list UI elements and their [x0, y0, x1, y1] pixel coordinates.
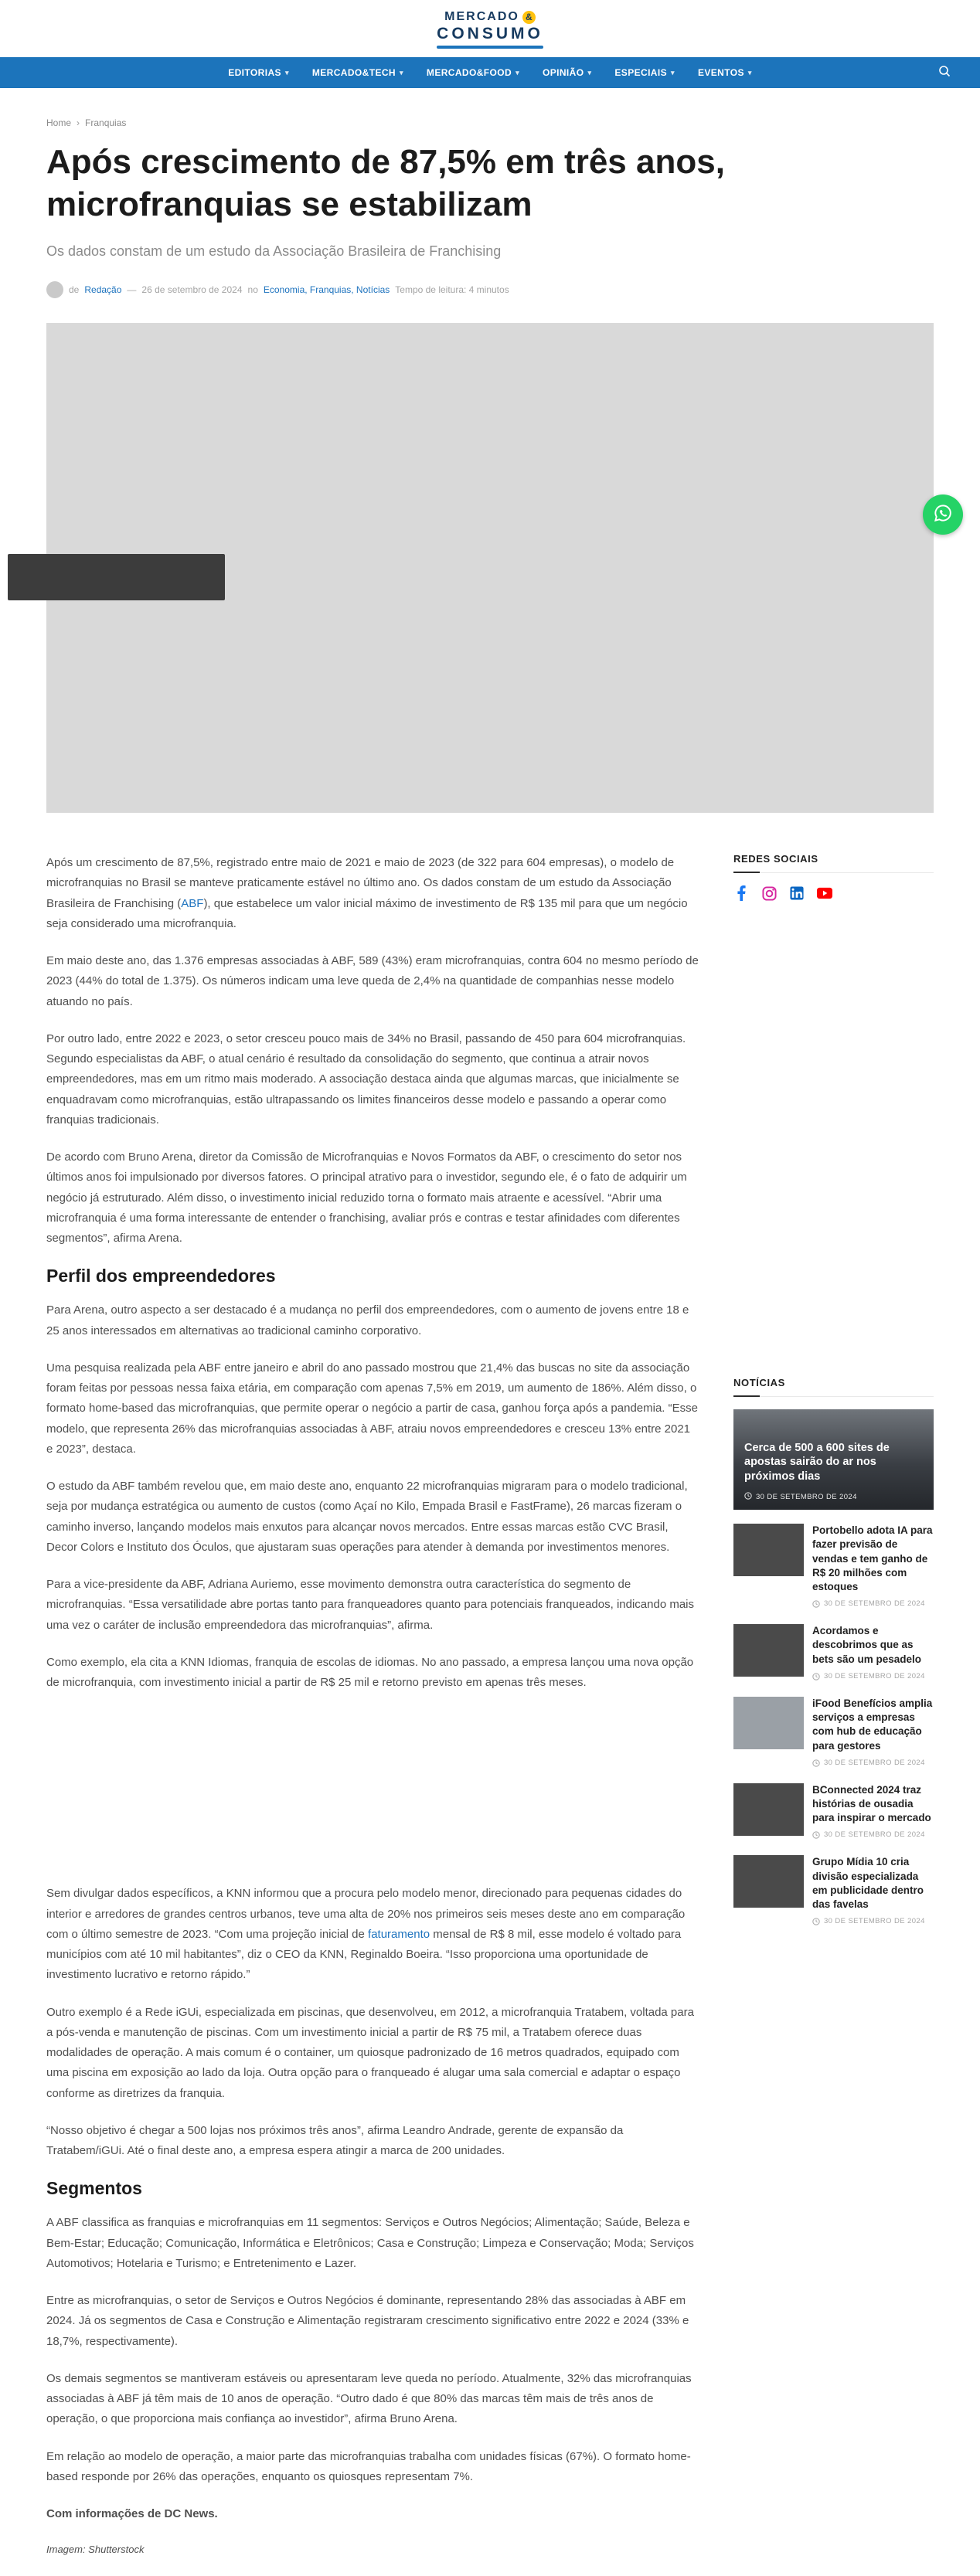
news-item-title: Grupo Mídia 10 cria divisão especializada em publicidade dentro das favelas [812, 1856, 924, 1911]
news-widget-title: NOTÍCIAS [733, 1377, 934, 1397]
nav-item-mercadotech[interactable] [312, 67, 403, 78]
news-item-date [812, 1759, 934, 1769]
article-paragraph: Os demais segmentos se mantiveram estáveis ou apresentaram leve queda no período. Atualmente, 32% das microfranquias associadas à ABF já têm mais de 10 anos de operação. “Outro dado é que 80% das marcas têm mais de três anos de operação, o que proporciona mais confiança ao investidor”, afirma Bruno Arena. [46, 2371, 692, 2426]
news-widget [733, 1377, 934, 1928]
chevron-down-icon: ▾ [747, 68, 752, 76]
author-avatar [46, 281, 63, 298]
section-heading-perfil: Perfil dos empreendedores [46, 1266, 276, 1286]
news-item-date [812, 1599, 934, 1610]
article-paragraph: “Nosso objetivo é chegar a 500 lojas nos próximos três anos”, afirma Leandro Andrade, gerente de expansão da Tratabem/iGUi. Até o final deste ano, a empresa espera atingir a marca de 200 unidades. [46, 2123, 624, 2158]
breadcrumb-home-link[interactable]: Home [46, 117, 72, 128]
news-list-item[interactable] [733, 1783, 934, 1842]
news-item-date [812, 1917, 934, 1928]
article-paragraph: Em relação ao modelo de operação, a maior parte das microfranquias trabalha com unidades físicas (67%). O formato home-based responde por 26% das operações, enquanto os quiosques representam 7%. [46, 2449, 691, 2483]
logo-line1 [444, 10, 536, 24]
byline-prefix: de [69, 284, 80, 296]
author-link[interactable]: Redação [84, 284, 122, 296]
article-paragraph: Outro exemplo é a Rede iGUi, especializada em piscinas, que desenvolveu, em 2012, a microfranquia Tratabem, voltada para a pós-venda e manutenção de piscinas. Com um investimento inicial a partir de R$ 75 mil, a Tratabem oferece duas modalidades de operação. A mais comum é o container, um quiosque padronizado de 16 metros quadrados, equipado com uma piscina em exposição ao lado da loja. Outra opção para o franqueado é alugar uma sala comercial e adaptar o espaço conforme as diretrizes da franquia. [46, 2005, 694, 2100]
date-text: 30 DE SETEMBRO DE 2024 [824, 1671, 925, 1681]
chevron-down-icon: ▾ [516, 68, 519, 76]
whatsapp-icon [932, 502, 954, 528]
inline-ad-space [46, 1710, 699, 1884]
sidebar-ad-space [733, 915, 934, 1377]
section-heading-segmentos: Segmentos [46, 2178, 142, 2199]
clock-icon [812, 1759, 820, 1769]
news-thumbnail [733, 1697, 804, 1749]
featured-news-date [744, 1491, 923, 1502]
breadcrumb [46, 117, 934, 128]
chevron-down-icon: ▾ [400, 68, 403, 76]
sidebar [733, 853, 934, 1942]
article-paragraph: Como exemplo, ela cita a KNN Idiomas, franquia de escolas de idiomas. No ano passado, a empresa lançou uma nova opção de microfranquia, com investimento inicial a partir de R$ 25 mil e retorno previsto em apenas três meses. [46, 1655, 694, 1690]
linkedin-icon[interactable] [789, 885, 805, 901]
chevron-down-icon: ▾ [284, 68, 289, 76]
post-date: 26 de setembro de 2024 [141, 284, 243, 296]
nav-item-label: ESPECIAIS [614, 67, 668, 78]
paragraph-text: Após um crescimento de 87,5%, registrado entre maio de 2021 e maio de 2023 (de 322 para 604 empresas), o modelo de microfranquias no Brasil se manteve praticamente estável no último ano. Os dados constam de um estudo da Associação Brasileira de Franchising ( [46, 856, 675, 910]
nav-item-label: EVENTOS [697, 67, 744, 78]
news-item-title: BConnected 2024 traz histórias de ousadia para inspirar o mercado [812, 1783, 931, 1824]
nav-item-eventos[interactable] [698, 67, 752, 78]
article-paragraph [46, 1884, 699, 1985]
reading-time: Tempo de leitura: 4 minutos [395, 284, 509, 296]
article-paragraph: Por outro lado, entre 2022 e 2023, o setor cresceu pouco mais de 34% no Brasil, passando de 450 para 604 microfranquias. Segundo especialistas da ABF, o atual cenário é resultado da consolidação do segmento, que continua a atrair novos empreendedores, mas em um ritmo mais moderado. A associação destaca ainda que algumas marcas, que inicialmente se enquadravam como microfranquias, estão ultrapassando os limites financeiros desse modelo e passando a operar como franquias tradicionais. [46, 1031, 686, 1127]
article-paragraph: Para a vice-presidente da ABF, Adriana Auriemo, esse movimento demonstra outra característica do segmento de microfranquias. “Essa versatilidade abre portas tanto para franqueadores quanto para potenciais franqueados, indicando mais uma vez o caráter de inclusão empreendedora das microfranquias”, afirma. [46, 1578, 695, 1632]
news-list-item[interactable] [733, 1855, 934, 1928]
paragraph-text: Sem divulgar dados específicos, a KNN informou que a procura pelo modelo menor, direcionado para pequenas cidades do interior e arredores de grandes centros urbanos, teve uma alta de 20% nos primeiros seis meses deste ano em comparação com o último semestre de 2023. “Com uma projeção inicial de [46, 1887, 686, 1941]
news-list-item[interactable] [733, 1697, 934, 1769]
article-paragraph: Em maio deste ano, das 1.376 empresas associadas à ABF, 589 (43%) eram microfranquias, contra 604 no mesmo período de 2023 (44% do total de 1.375). Os números indicam uma leve queda de 2,4% na quantidade de companhias nesse modelo atuando no país. [46, 954, 699, 1008]
whatsapp-share-button[interactable] [923, 494, 963, 535]
logo-text-mercado: MERCADO [444, 10, 519, 23]
news-item-body [812, 1524, 934, 1610]
faturamento-link[interactable]: faturamento [368, 1927, 430, 1941]
chevron-down-icon: ▾ [587, 68, 592, 76]
clock-icon [812, 1918, 820, 1928]
news-thumbnail [733, 1624, 804, 1677]
nav-item-mercadofood[interactable] [427, 67, 519, 78]
page-title: Após crescimento de 87,5% em três anos, microfranquias se estabilizam [46, 143, 725, 223]
featured-news-title: Cerca de 500 a 600 sites de apostas sairão do ar nos próximos dias [744, 1441, 890, 1483]
clock-icon [812, 1673, 820, 1683]
youtube-icon[interactable] [817, 885, 832, 901]
clock-icon [812, 1600, 820, 1610]
nav-item-label: OPINIÃO [542, 67, 584, 78]
instagram-icon[interactable] [761, 885, 777, 901]
nav-item-label: EDITORIAS [228, 67, 281, 78]
article-paragraph: Para Arena, outro aspecto a ser destacado é a mudança no perfil dos empreendedores, com o aumento de jovens entre 18 e 25 anos interessados em alternativas ao tradicional caminho corporativo. [46, 1303, 689, 1337]
date-text: 30 DE SETEMBRO DE 2024 [824, 1917, 925, 1926]
article-paragraph: Uma pesquisa realizada pela ABF entre janeiro e abril do ano passado mostrou que 21,4% das buscas no site da associação foram feitas por pessoas nessa faixa etária, em comparação com apenas 7,5% em 2019, um aumento de 186%. Além disso, o formato home-based das microfranquias, que permite operar o negócio a partir de casa, ganhou força após a pandemia. “Esse modelo, que representa 26% das microfranquias associadas à ABF, atraiu novos empreendedores e cresceu 13% entre 2021 e 2023”, destaca. [46, 1361, 698, 1456]
breadcrumb-separator: › [77, 117, 80, 128]
article-paragraph [46, 853, 699, 934]
news-item-body [812, 1855, 934, 1928]
news-item-title: iFood Benefícios amplia serviços a empresas com hub de educação para gestores [812, 1697, 933, 1752]
news-thumbnail [733, 1524, 804, 1576]
byline-in-label: no [247, 284, 258, 296]
news-list-item[interactable] [733, 1524, 934, 1610]
social-icons-row [733, 885, 934, 901]
article-paragraph: Entre as microfranquias, o setor de Serviços e Outros Negócios é dominante, representando 28% das associadas à ABF em 2024. Já os segmentos de Casa e Construção e Alimentação registraram crescimento significativo entre 2022 e 2024 (33% e 18,7%, respectivamente). [46, 2294, 689, 2348]
nav-item-especiais[interactable] [614, 67, 675, 78]
date-text: 30 DE SETEMBRO DE 2024 [824, 1830, 925, 1840]
breadcrumb-current-link[interactable]: Franquias [85, 117, 127, 128]
nav-item-label: MERCADO&FOOD [426, 67, 512, 78]
article-paragraph: De acordo com Bruno Arena, diretor da Comissão de Microfranquias e Novos Formatos da ABF, o crescimento do setor nos últimos anos foi impulsionado por diversos fatores. O principal atrativo para o investidor, segundo ele, é o fato de adquirir um negócio já estruturado. Além disso, o investimento inicial reduzido torna o formato mais atraente e acessível. “Abrir uma microfranquia é uma forma interessante de entender o franchising, avaliar prós e contras e testar afinidades com diferentes segmentos”, afirma Arena. [46, 1150, 687, 1246]
date-text: 30 DE SETEMBRO DE 2024 [824, 1599, 925, 1609]
news-item-title: Acordamos e descobrimos que as bets são um pesadelo [812, 1625, 922, 1665]
overlay-ad-box [8, 554, 225, 600]
news-item-title: Portobello adota IA para fazer previsão de vendas e tem ganho de R$ 20 milhões com estoques [812, 1524, 933, 1592]
news-list-item[interactable] [733, 1624, 934, 1683]
logo-underline [437, 46, 543, 49]
date-text: 30 DE SETEMBRO DE 2024 [824, 1758, 925, 1767]
nav-item-editorias[interactable] [228, 67, 289, 78]
news-item-body [812, 1697, 934, 1769]
nav-item-label: MERCADO&TECH [311, 67, 396, 78]
news-thumbnail [733, 1855, 804, 1908]
paragraph-text: mensal de R$ 8 mil, esse modelo é voltado para municípios com até 10 mil habitantes”, diz o CEO da KNN, Reginaldo Boeira. “Isso proporciona uma oportunidade de investimento lucrativo e retorno rápido.” [46, 1927, 682, 1982]
search-button[interactable] [927, 57, 961, 88]
content-row [46, 853, 934, 2576]
article-paragraph: O estudo da ABF também revelou que, em maio deste ano, enquanto 22 microfranquias migraram para o modelo tradicional, seja por mudança estratégica ou aumento de custos (como Açaí no Kilo, Empada Brasil e FastFrame), 26 marcas fizeram o caminho inverso, lançando modelos mais enxutos para alcançar novos mercados. Entre essas marcas estão CVC Brasil, Decor Colors e Instituto dos Óculos, que ajustaram suas operações para atender à demanda por investimentos menores. [46, 1480, 688, 1554]
facebook-icon[interactable] [733, 885, 749, 901]
social-widget-title: REDES SOCIAIS [733, 853, 934, 873]
image-credit: Imagem: Shutterstock [46, 2544, 145, 2556]
sidebar-featured-news[interactable] [733, 1409, 934, 1510]
article-body [46, 853, 699, 2576]
logo-text-consumo: CONSUMO [437, 25, 543, 42]
nav-item-opiniao[interactable] [543, 67, 591, 78]
news-item-body [812, 1783, 934, 1842]
source-credit: Com informações de DC News. [46, 2507, 218, 2521]
paragraph-text: ), que estabelece um valor inicial máximo de investimento de R$ 135 mil para que um negócio seja considerado uma microfranquia. [46, 896, 688, 930]
main-nav [0, 57, 980, 88]
date-text: 30 DE SETEMBRO DE 2024 [756, 1492, 857, 1501]
logo-ampersand-badge: & [522, 11, 536, 24]
post-subtitle: Os dados constam de um estudo da Associação Brasileira de Franchising [46, 243, 502, 259]
site-header [0, 0, 980, 57]
news-item-date [812, 1672, 934, 1683]
article-paragraph: A ABF classifica as franquias e microfranquias em 11 segmentos: Serviços e Outros Negócios; Alimentação; Saúde, Beleza e Bem-Estar; Educação; Comunicação, Informática e Eletrônicos; Casa e Construção; Limpeza e Conservação; Moda; Serviços Automotivos; Hotelaria e Turismo; e Entretenimento e Lazer. [46, 2216, 694, 2270]
news-item-body [812, 1624, 934, 1683]
clock-icon [744, 1492, 752, 1502]
site-logo[interactable] [437, 10, 543, 49]
news-thumbnail [733, 1783, 804, 1836]
byline [46, 281, 934, 298]
post-categories-links[interactable]: Economia, Franquias, Notícias [263, 284, 390, 296]
clock-icon [812, 1831, 820, 1841]
chevron-down-icon: ▾ [671, 68, 675, 76]
abf-link[interactable]: ABF [181, 896, 204, 910]
news-item-date [812, 1830, 934, 1841]
social-widget [733, 853, 934, 901]
search-icon [938, 65, 951, 81]
nav-items [0, 57, 980, 88]
byline-separator: — [127, 284, 137, 296]
